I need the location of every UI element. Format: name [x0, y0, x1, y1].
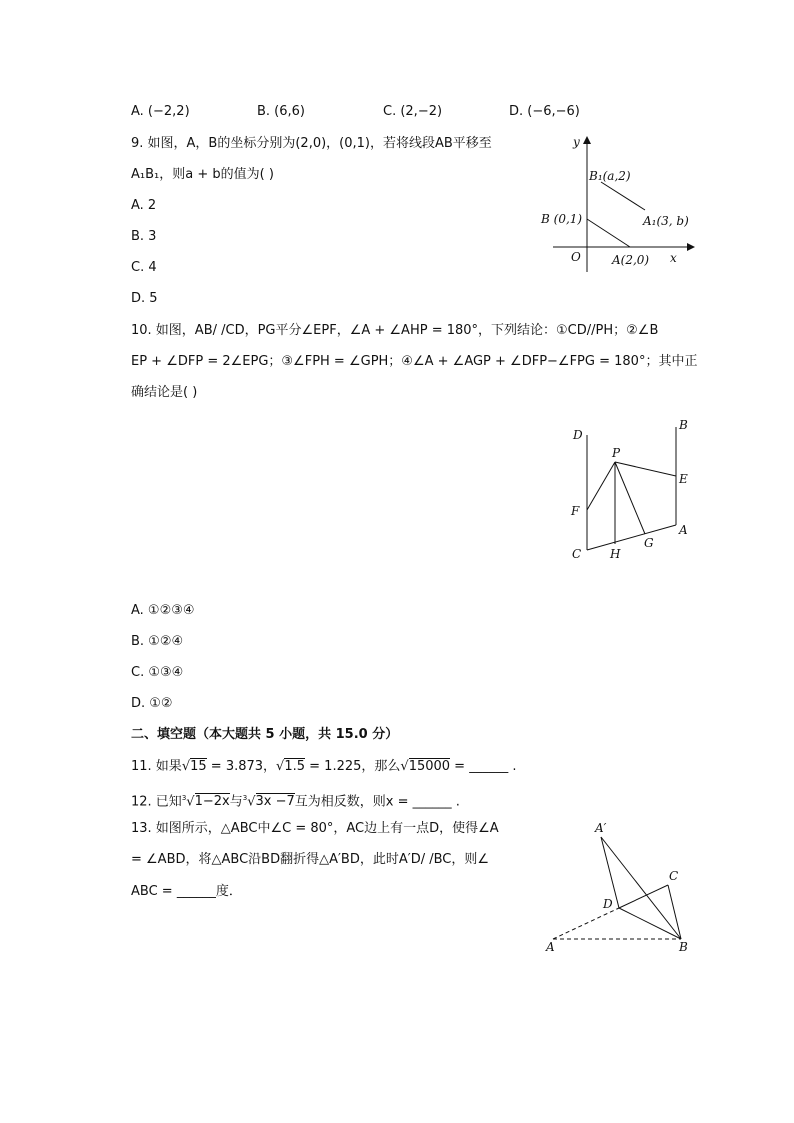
point-b-label: B (0,1) [541, 212, 583, 226]
q12-stem [131, 789, 460, 811]
q11-sqrt3: √15000 [400, 759, 451, 774]
label-f: F [571, 504, 580, 518]
q12-mid: 与 [229, 794, 243, 810]
point-a-label: A(2,0) [612, 253, 650, 267]
q9-option-d: D. 5 [131, 291, 158, 306]
label-e: E [679, 472, 688, 486]
q10-option-c: C. ①③④ [131, 665, 184, 680]
q13-stem-line3: ABC = ______度． [131, 884, 242, 899]
label-c: C [669, 869, 679, 883]
y-axis-label: y [573, 135, 580, 149]
q9-coordinate-figure [535, 130, 705, 280]
segment-dc [619, 885, 668, 908]
label-d: D [603, 897, 613, 911]
segment-a1b1 [601, 182, 645, 210]
q10-option-a: A. ①②③④ [131, 603, 195, 618]
label-c: C [572, 547, 582, 561]
q10-option-b: B. ①②④ [131, 634, 184, 649]
q12-cbrt2: $^3$√3x −7 [242, 794, 295, 810]
q8-option-a: A. (−2,2) [131, 104, 190, 119]
q8-option-d: D. (−6,−6) [509, 104, 580, 119]
q9-stem-line2: A₁B₁，则a + b的值为( ) [131, 167, 274, 182]
q13-stem-line2: = ∠ABD，将△ABC沿BD翻折得△A′BD，此时A′D/ /BC，则∠ [131, 852, 490, 867]
q12-radicand1: 1−2x [194, 794, 230, 810]
label-a: A [546, 940, 555, 954]
q10-stem-line3: 确结论是( ) [131, 385, 198, 400]
q11-pre: 11. 如果 [131, 759, 182, 774]
q11-post: = ______ . [450, 759, 517, 774]
label-a: A [679, 523, 688, 537]
q10-stem-line1: 10. 如图，AB/ /CD，PG平分∠EPF，∠A + ∠AHP = 180°，下列结论：①CD//PH；②∠B [131, 323, 659, 338]
label-p: P [612, 446, 621, 460]
label-d: D [573, 428, 583, 442]
q11-sqrt2: √1.5 [276, 759, 306, 774]
q12-pre: 12. 已知 [131, 794, 182, 810]
label-g: G [644, 536, 654, 550]
q13-stem-line1: 13. 如图所示，△ABC中∠C = 80°，AC边上有一点D，使得∠A [131, 821, 499, 836]
q10-option-d: D. ①② [131, 696, 173, 711]
q11-radicand1: 15 [190, 759, 207, 774]
q11-radicand2: 1.5 [284, 759, 306, 774]
segment-pf [587, 462, 615, 510]
point-b1-label: B₁(a,2) [589, 169, 631, 183]
line-ca [587, 525, 676, 550]
q13-geometry-figure [540, 815, 700, 960]
segment-ad-dashed [553, 908, 619, 939]
q9-stem-line1: 9. 如图，A，B的坐标分别为(2,0)，(0,1)，若将线段AB平移至 [131, 136, 492, 151]
segment-db [619, 908, 681, 939]
label-b: B [679, 940, 688, 954]
q9-option-a: A. 2 [131, 198, 157, 213]
label-b: B [679, 418, 688, 432]
q12-radicand2: 3x −7 [255, 794, 295, 810]
q11-stem [131, 758, 516, 776]
label-h: H [610, 547, 621, 561]
point-a1-label: A₁(3, b) [643, 214, 689, 228]
q12-cbrt1: $^3$√1−2x [181, 794, 230, 810]
section-heading-fill-in: 二、填空题（本大题共 5 小题，共 15.0 分） [131, 727, 399, 742]
q11-sqrt1: √15 [181, 759, 207, 774]
segment-pg [615, 462, 645, 534]
x-axis-label: x [670, 251, 677, 265]
origin-label: O [571, 250, 581, 264]
q10-stem-line2: EP + ∠DFP = 2∠EPG；③∠FPH = ∠GPH；④∠A + ∠AGP + ∠DFP−∠FPG = 180°；其中正 [131, 354, 698, 369]
q12-post: 互为相反数，则x = ______ . [294, 794, 460, 810]
q11-eq2: = 1.225，那么 [305, 759, 401, 774]
q9-option-b: B. 3 [131, 229, 157, 244]
segment-ab [587, 219, 630, 247]
q8-option-b: B. (6,6) [257, 104, 306, 119]
q11-eq1: = 3.873， [206, 759, 277, 774]
q11-radicand3: 15000 [408, 759, 451, 774]
q8-option-c: C. (2,−2) [383, 104, 443, 119]
q9-option-c: C. 4 [131, 260, 157, 275]
segment-pe [615, 462, 676, 476]
q10-geometry-figure [565, 415, 700, 570]
label-a-prime: A′ [595, 821, 607, 835]
